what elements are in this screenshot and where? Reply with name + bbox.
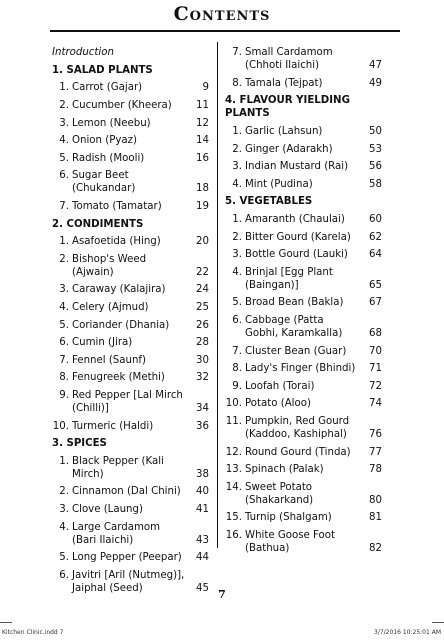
toc-entry-number: 2.: [59, 486, 69, 498]
toc-entry-title: Indian Mustard (Rai): [245, 161, 349, 173]
toc-entry-page: 76: [369, 428, 382, 440]
toc-entry: [225, 413, 382, 444]
toc-entry: [225, 395, 382, 413]
toc-entry-title: Turnip (Shalgam): [245, 512, 332, 524]
toc-entry-title: Tomato (Tamatar): [72, 201, 162, 213]
toc-entry: [52, 417, 209, 435]
toc-entry-title: Carrot (Gajar): [72, 82, 143, 94]
toc-section-heading: 4. FLAVOUR YIELDING PLANTS: [225, 95, 350, 120]
toc-entry-number: 2.: [232, 231, 242, 243]
toc-entry: [52, 97, 209, 115]
toc-entry-page: 32: [196, 372, 209, 384]
toc-entry-page: 62: [369, 231, 382, 243]
toc-entry: [225, 509, 382, 527]
toc-entry: [225, 211, 382, 229]
toc-entry: [52, 334, 209, 352]
toc-entry-number: 3.: [232, 249, 242, 261]
toc-entry-number: 5.: [232, 297, 242, 309]
toc-entry: [52, 483, 209, 501]
toc-entry-number: 7.: [232, 47, 242, 59]
toc-entry-title: Black Pepper (Kali Mirch): [72, 455, 164, 480]
toc-entry-title: Round Gourd (Tinda): [245, 446, 351, 458]
toc-entry: [52, 352, 209, 370]
toc-entry: [225, 75, 382, 93]
toc-entry-number: 5.: [59, 552, 69, 564]
toc-entry-title: Caraway (Kalajira): [72, 284, 166, 296]
toc-entry-title: Cumin (Jira): [72, 337, 133, 349]
toc-entry-number: 7.: [59, 201, 69, 213]
toc-entry-page: 56: [369, 161, 382, 173]
toc-entry: [225, 360, 382, 378]
toc-entry-title: Lady's Finger (Bhindi): [245, 363, 356, 375]
toc-entry-page: 40: [196, 486, 209, 498]
toc-entry-title: Lemon (Neebu): [72, 117, 151, 129]
toc-entry-page: 14: [196, 135, 209, 147]
toc-entry-page: 36: [196, 420, 209, 432]
toc-entry: [52, 369, 209, 387]
toc-entry-page: 44: [196, 552, 209, 564]
footer-file-name: Kitchen Clinic.indd 7: [2, 629, 64, 636]
toc-entry-page: 68: [369, 328, 382, 340]
toc-entry-title: Sweet Potato (Shakarkand): [245, 481, 314, 506]
toc-entry-page: 26: [196, 319, 209, 331]
toc-entry-number: 5.: [59, 152, 69, 164]
toc-entry-title: Javitri [Aril (Nutmeg)], Jaiphal (Seed): [72, 569, 185, 594]
toc-entry-number: 1.: [232, 214, 242, 226]
toc-entry-title: Cabbage (Patta Gobhi, Karamkalla): [245, 315, 343, 340]
toc-entry: [225, 342, 382, 360]
toc-entry-page: 65: [369, 279, 382, 291]
toc-entry-title: Ginger (Adarakh): [245, 143, 333, 155]
toc-entry: [225, 123, 382, 141]
toc-entry-number: 3.: [59, 503, 69, 515]
toc-entry: [52, 281, 209, 299]
toc-entry: [225, 527, 382, 558]
toc-entry-title: Amaranth (Chaulai): [245, 214, 345, 226]
toc-entry-page: 41: [196, 503, 209, 515]
toc-entry-number: 10.: [52, 420, 69, 432]
toc-entry-page: 82: [369, 542, 382, 554]
toc-entry: [52, 549, 209, 567]
crop-mark: [432, 622, 444, 623]
toc-entry-title: Loofah (Torai): [245, 380, 315, 392]
title-rule: [50, 30, 400, 32]
toc-entry-page: 34: [196, 402, 209, 414]
toc-entry-title: Mint (Pudina): [245, 178, 313, 190]
toc-entry: [225, 44, 382, 75]
toc-entry-title: Small Cardamom (Chhoti Ilaichi): [245, 47, 333, 72]
toc-entry: [225, 461, 382, 479]
toc-entry-number: 2.: [59, 253, 69, 265]
toc-entry: [52, 114, 209, 132]
toc-entry-number: 6.: [232, 315, 242, 327]
toc-section-heading: 2. CONDIMENTS: [52, 218, 144, 230]
toc-entry: [52, 150, 209, 168]
toc-entry-title: Fenugreek (Methi): [72, 372, 165, 384]
toc-entry-title: Fennel (Saunf): [72, 354, 146, 366]
toc-entry-number: 8.: [59, 372, 69, 384]
toc-entry-number: 15.: [225, 512, 242, 524]
toc-entry: [52, 233, 209, 251]
toc-entry-page: 18: [196, 183, 209, 195]
toc-entry-page: 43: [196, 534, 209, 546]
toc-entry-number: 1.: [59, 455, 69, 467]
toc-entry-page: 72: [369, 380, 382, 392]
toc-entry-number: 11.: [225, 415, 242, 427]
toc-entry-page: 19: [196, 201, 209, 213]
toc-entry-title: Turmeric (Haldi): [72, 420, 154, 432]
toc-entry-number: 1.: [59, 236, 69, 248]
toc-entry-number: 6.: [59, 170, 69, 182]
toc-entry-page: 53: [369, 143, 382, 155]
toc-entry-page: 74: [369, 398, 382, 410]
page-number: 7: [218, 588, 226, 601]
toc-entry-title: Red Pepper [Lal Mirch (Chilli)]: [72, 389, 183, 414]
toc-entry: [225, 294, 382, 312]
toc-section-heading: 3. SPICES: [52, 438, 107, 450]
toc-entry-page: 71: [369, 363, 382, 375]
toc-entry: [225, 478, 382, 509]
toc-entry-page: 50: [369, 126, 382, 138]
toc-left-column: [52, 44, 209, 597]
toc-entry-number: 7.: [232, 345, 242, 357]
toc-entry-number: 10.: [225, 398, 242, 410]
toc-entry-title: Radish (Mooli): [72, 152, 145, 164]
toc-entry-title: Long Pepper (Peepar): [72, 552, 182, 564]
toc-entry-page: 77: [369, 446, 382, 458]
toc-entry: [52, 387, 209, 418]
toc-entry: [52, 132, 209, 150]
toc-entry-page: 11: [196, 100, 209, 112]
toc-entry-number: 2.: [59, 100, 69, 112]
toc-entry-title: Bishop's Weed (Ajwain): [72, 253, 147, 278]
column-divider: [217, 42, 218, 548]
toc-entry-number: 13.: [225, 464, 242, 476]
toc-entry-page: 47: [369, 60, 382, 72]
toc-entry-number: 14.: [225, 481, 242, 493]
toc-entry-title: Cluster Bean (Guar): [245, 345, 347, 357]
toc-entry-title: Pumpkin, Red Gourd (Kaddoo, Kashiphal): [245, 415, 350, 440]
toc-entry-number: 2.: [232, 143, 242, 155]
toc-entry-page: 12: [196, 117, 209, 129]
toc-entry: [52, 316, 209, 334]
toc-entry-title: Bottle Gourd (Lauki): [245, 249, 348, 261]
toc-entry: [225, 246, 382, 264]
toc-entry-page: 67: [369, 297, 382, 309]
toc-entry-number: 4.: [232, 178, 242, 190]
toc-entry-title: Spinach (Palak): [245, 464, 324, 476]
toc-entry-title: Onion (Pyaz): [72, 135, 137, 147]
toc-entry-page: 58: [369, 178, 382, 190]
toc-entry-page: 80: [369, 494, 382, 506]
toc-entry-title: White Goose Foot (Bathua): [245, 529, 335, 554]
toc-entry-title: Garlic (Lahsun): [245, 126, 323, 138]
toc-entry-title: Brinjal [Egg Plant (Baingan)]: [245, 266, 333, 291]
toc-entry-number: 7.: [59, 354, 69, 366]
toc-entry-title: Coriander (Dhania): [72, 319, 170, 331]
toc-entry-page: 38: [196, 468, 209, 480]
toc-entry-page: 70: [369, 345, 382, 357]
toc-entry-page: 45: [196, 582, 209, 594]
toc-entry-number: 3.: [59, 117, 69, 129]
toc-entry-number: 3.: [232, 161, 242, 173]
toc-entry-page: 49: [369, 77, 382, 89]
toc-entry: [225, 228, 382, 246]
toc-entry-page: 20: [196, 236, 209, 248]
toc-entry: [225, 378, 382, 396]
toc-entry: [52, 79, 209, 97]
toc-entry: [52, 167, 209, 198]
toc-entry-number: 3.: [59, 284, 69, 296]
toc-entry: [225, 443, 382, 461]
toc-entry-page: 9: [202, 82, 209, 94]
toc-entry: [52, 501, 209, 519]
toc-entry: [225, 158, 382, 176]
toc-entry-page: 30: [196, 354, 209, 366]
toc-entry-number: 1.: [232, 126, 242, 138]
toc-section-heading: 1. SALAD PLANTS: [52, 64, 153, 76]
toc-entry: [225, 264, 382, 295]
toc-entry-title: Potato (Aloo): [245, 398, 311, 410]
toc-entry-number: 1.: [59, 82, 69, 94]
toc-entry-title: Sugar Beet (Chukandar): [72, 170, 136, 195]
toc-entry: [52, 251, 209, 282]
toc-entry-number: 5.: [59, 319, 69, 331]
toc-entry-page: 25: [196, 302, 209, 314]
toc-entry-number: 6.: [59, 337, 69, 349]
toc-entry-title: Clove (Laung): [72, 503, 143, 515]
toc-entry-page: 81: [369, 512, 382, 524]
toc-entry-number: 8.: [232, 77, 242, 89]
toc-entry-number: 9.: [232, 380, 242, 392]
toc-entry-number: 4.: [59, 521, 69, 533]
footer-timestamp: 3/7/2016 10:25:01 AM: [374, 629, 441, 636]
toc-entry: [52, 452, 209, 483]
toc-entry-page: 60: [369, 214, 382, 226]
toc-entry-title: Asafoetida (Hing): [72, 236, 161, 248]
crop-mark: [0, 622, 12, 623]
toc-entry-number: 16.: [225, 529, 242, 541]
toc-entry-number: 9.: [59, 389, 69, 401]
toc-entry-title: Tamala (Tejpat): [245, 77, 323, 89]
toc-entry-page: 78: [369, 464, 382, 476]
toc-section-heading: 5. VEGETABLES: [225, 196, 313, 208]
toc-entry: [52, 299, 209, 317]
toc-entry: [225, 140, 382, 158]
toc-entry-title: Celery (Ajmud): [72, 302, 149, 314]
toc-entry: [225, 176, 382, 194]
toc-entry-title: Bitter Gourd (Karela): [245, 231, 351, 243]
toc-entry-page: 28: [196, 337, 209, 349]
toc-entry-number: 8.: [232, 363, 242, 375]
toc-entry-page: 22: [196, 266, 209, 278]
toc-entry: [225, 312, 382, 343]
toc-entry-number: 6.: [59, 569, 69, 581]
toc-entry-page: 24: [196, 284, 209, 296]
toc-entry-number: 4.: [59, 135, 69, 147]
toc-entry: [52, 198, 209, 216]
page-title: Contents: [173, 3, 271, 25]
toc-entry-title: Broad Bean (Bakla): [245, 297, 344, 309]
toc-entry-page: 16: [196, 152, 209, 164]
toc-right-column: [225, 44, 382, 557]
toc-entry-number: 12.: [225, 446, 242, 458]
toc-entry-number: 4.: [59, 302, 69, 314]
toc-entry-title: Cinnamon (Dal Chini): [72, 486, 181, 498]
toc-entry-page: 64: [369, 249, 382, 261]
toc-entry-title: Large Cardamom (Bari Ilaichi): [72, 521, 161, 546]
toc-entry-number: 4.: [232, 266, 242, 278]
toc-introduction: Introduction: [52, 47, 114, 59]
toc-entry: [52, 518, 209, 549]
toc-entry-title: Cucumber (Kheera): [72, 100, 172, 112]
